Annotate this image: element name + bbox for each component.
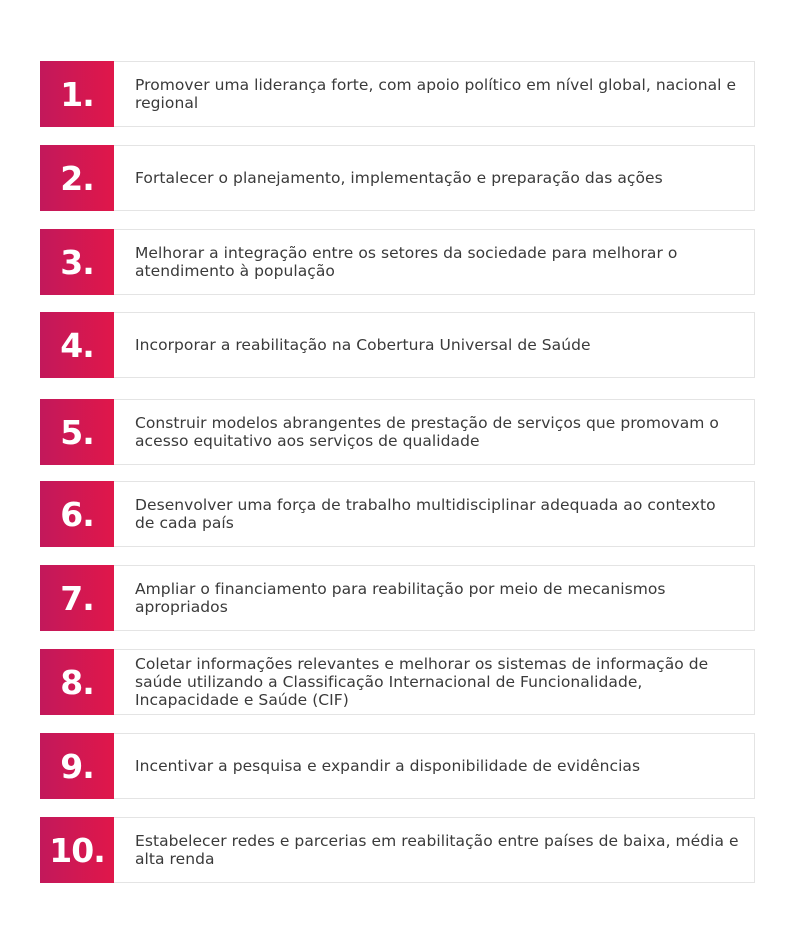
- list-item: [40, 817, 755, 883]
- list-item: [40, 565, 755, 631]
- item-number: 2.: [40, 145, 114, 211]
- list-item: [40, 649, 755, 715]
- item-number: 6.: [40, 481, 114, 547]
- item-text: Incorporar a reabilitação na Cobertura Universal de Saúde: [135, 336, 591, 354]
- item-text: Promover uma liderança forte, com apoio político em nível global, nacional e regional: [135, 76, 737, 112]
- item-number: 10.: [40, 817, 114, 883]
- item-number: 3.: [40, 229, 114, 295]
- list-item: [40, 312, 755, 378]
- item-box: [114, 565, 755, 631]
- list-item: [40, 229, 755, 295]
- list-item: [40, 399, 755, 465]
- item-box: [114, 312, 755, 378]
- item-box: [114, 399, 755, 465]
- item-text: Desenvolver uma força de trabalho multidisciplinar adequada ao contexto de cada país: [135, 496, 716, 532]
- item-text: Construir modelos abrangentes de prestação de serviços que promovam o acesso equitativo aos serviços de qualidade: [135, 414, 719, 450]
- item-box: [114, 817, 755, 883]
- item-box: [114, 649, 755, 715]
- item-number: 7.: [40, 565, 114, 631]
- item-text: Incentivar a pesquisa e expandir a disponibilidade de evidências: [135, 757, 641, 775]
- item-text: Estabelecer redes e parcerias em reabilitação entre países de baixa, média e alta renda: [135, 832, 739, 868]
- list-item: [40, 733, 755, 799]
- item-number: 5.: [40, 399, 114, 465]
- item-box: [114, 481, 755, 547]
- list-item: [40, 145, 755, 211]
- list-item: [40, 481, 755, 547]
- item-box: [114, 145, 755, 211]
- item-box: [114, 733, 755, 799]
- item-text: Coletar informações relevantes e melhorar os sistemas de informação de saúde utilizando a Classificação Internacional de Funcionalidade, Incapacidade e Saúde (CIF): [135, 655, 709, 709]
- item-number: 4.: [40, 312, 114, 378]
- item-number: 9.: [40, 733, 114, 799]
- item-text: Melhorar a integração entre os setores da sociedade para melhorar o atendimento à população: [135, 244, 678, 280]
- item-number: 8.: [40, 649, 114, 715]
- item-text: Fortalecer o planejamento, implementação e preparação das ações: [135, 169, 663, 187]
- item-text: Ampliar o financiamento para reabilitação por meio de mecanismos apropriados: [135, 580, 666, 616]
- item-box: [114, 61, 755, 127]
- item-box: [114, 229, 755, 295]
- item-number: 1.: [40, 61, 114, 127]
- list-item: [40, 61, 755, 127]
